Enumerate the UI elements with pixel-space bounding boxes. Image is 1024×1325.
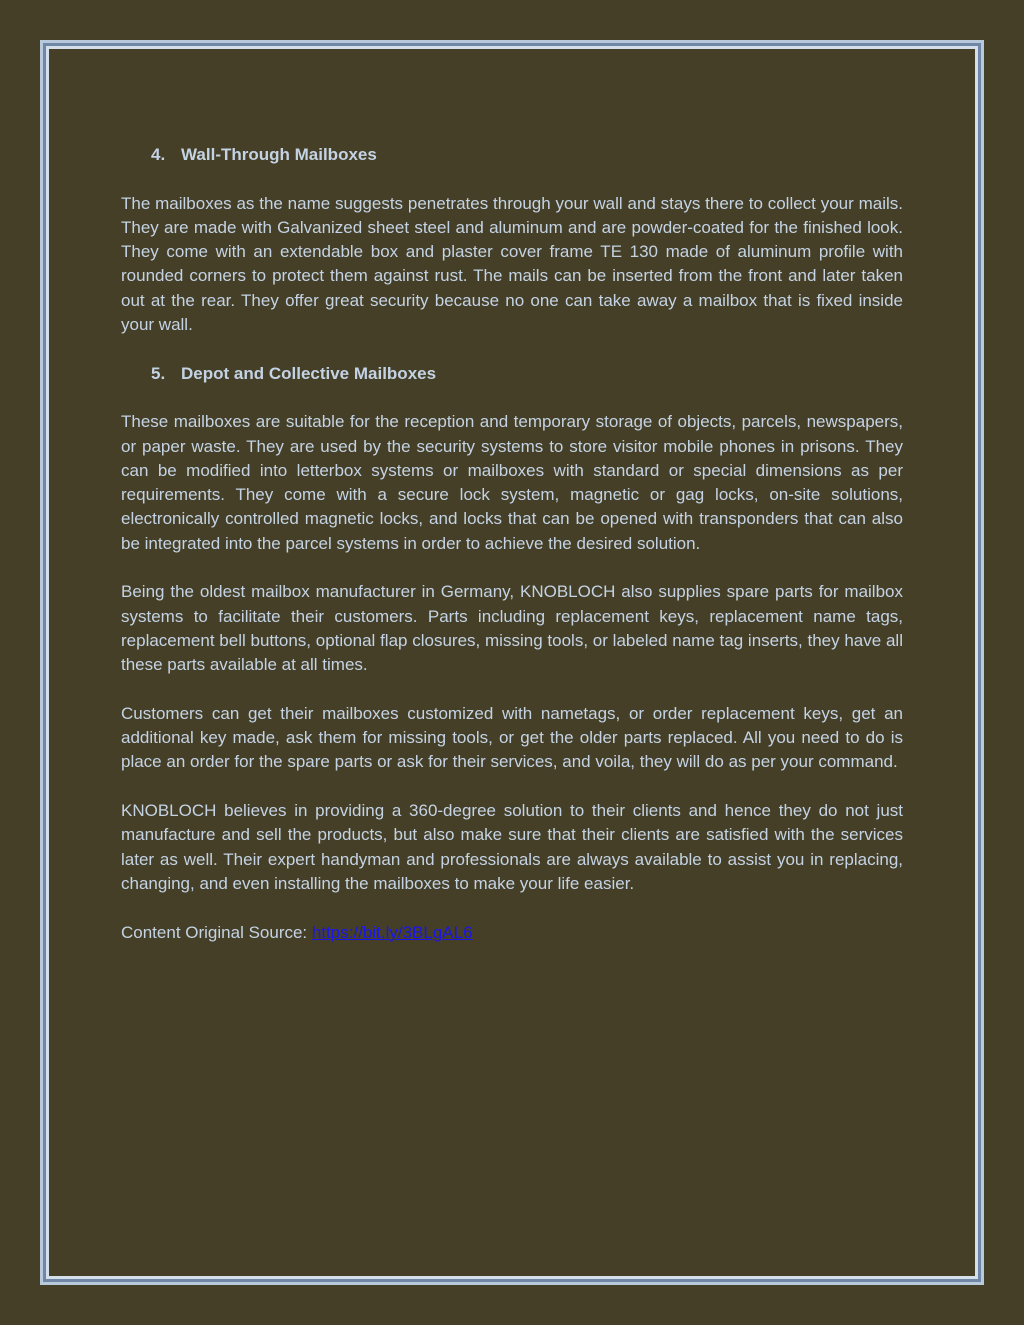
section-number: 4. [151,145,166,164]
source-link[interactable]: https://bit.ly/3BLgAL6 [311,922,473,942]
section-paragraph-wall-through: The mailboxes as the name suggests penetrates through your wall and stays there to collect your mails. They are made with Galvanized sheet steel and aluminum and are powder-coated for the finished look. They come with an extendable box and plaster cover frame TE 130 made of aluminum profile with rounded corners to protect them against rust. The mails can be inserted from the front and later taken out at the rear. They offer great security because no one can take away a mailbox that is fixed inside your wall. [121,193,903,335]
section-paragraph-depot: These mailboxes are suitable for the reception and temporary storage of objects, parcels, newspapers, or paper waste. They are used by the security systems to store visitor mobile phones in prisons. They can be modified into letterbox systems or mailboxes with standard or special dimensions as per requirements. They come with a secure lock system, magnetic or gag locks, on-site solutions, electronically controlled magnetic locks, and locks that can be opened with transponders that can also be integrated into the parcel systems in order to achieve the desired solution. [121,412,903,553]
section-heading-wall-through [121,143,903,167]
source-label: Content Original Source: [121,922,312,942]
document-body [121,143,903,969]
section-heading-depot [121,362,903,386]
paragraph-360-solution: KNOBLOCH believes in providing a 360-degree solution to their clients and hence they do not just manufacture and sell the products, but also make sure that their clients are satisfied with the services later as well. Their expert handyman and professionals are always available to assist you in replacing, changing, and even installing the mailboxes to make your life easier. [121,801,903,893]
paragraph-customization: Customers can get their mailboxes customized with nametags, or order replacement keys, get an additional key made, ask them for missing tools, or get the older parts replaced. All you need to do is place an order for the spare parts or ask for their services, and voila, they will do as per your command. [121,703,903,772]
paragraph-spare-parts: Being the oldest mailbox manufacturer in Germany, KNOBLOCH also supplies spare parts for mailbox systems to facilitate their customers. Parts including replacement keys, replacement name tags, replacement bell buttons, optional flap closures, missing tools, or labeled name tag inserts, they have all these parts available at all times. [121,582,903,675]
source-line [121,921,903,945]
section-title: Wall-Through Mailboxes [181,145,377,164]
section-number: 5. [151,363,166,383]
section-title: Depot and Collective Mailboxes [181,363,437,383]
